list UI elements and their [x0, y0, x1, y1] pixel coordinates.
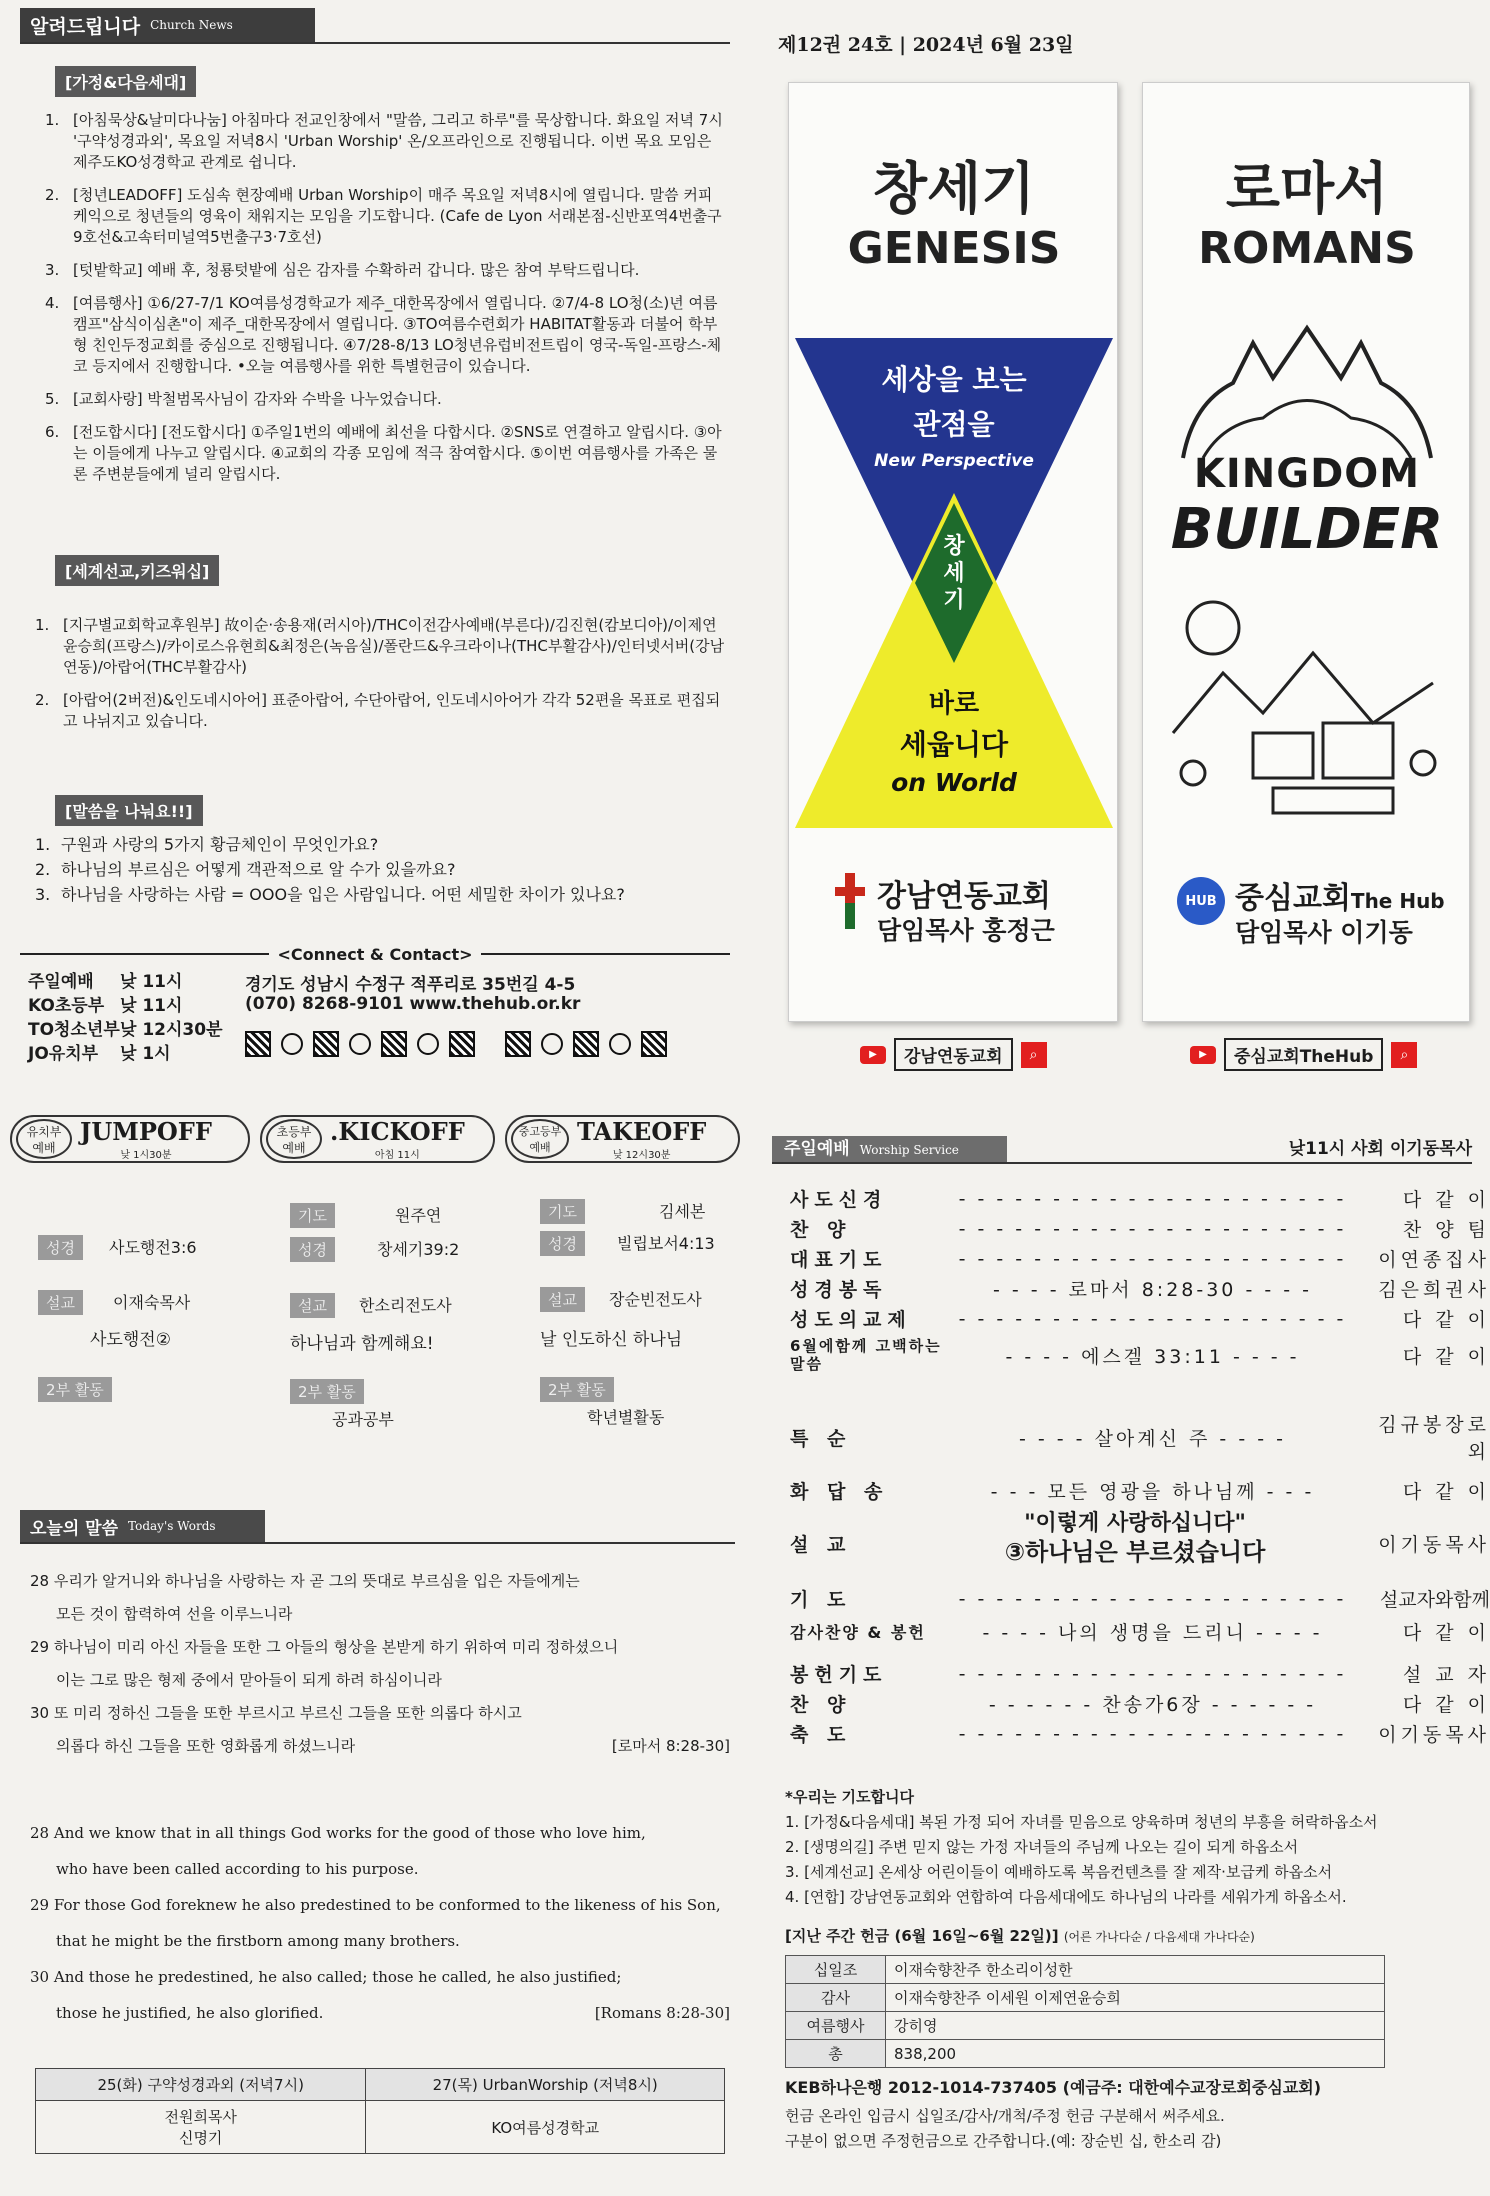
- qr-code-icon: [505, 1031, 531, 1057]
- qr-code-icon: [381, 1031, 407, 1057]
- genesis-banner: 창세기 GENESIS 세상을 보는 관점을 New Perspective 창 세 기 바로 세웁니다 on World 강남연동교회 담임목사 홍정근: [788, 82, 1118, 1022]
- verse-english: 28 And we know that in all things God works for the good of those who love him, who have been called according to his purpose. 29 For those God foreknew he also predestined to be conformed to the likeness of his Son, that he might be the firstborn among many brothers. 30 And those he predestined, he also called; those he called, he also justified; those he justified, he also glorified. [Romans 8:28-30]: [30, 1824, 730, 2022]
- worship-header: 주일예배 Worship Service 낮11시 사회 이기동목사: [772, 1132, 1472, 1164]
- qr-code-icon: [313, 1031, 339, 1057]
- question-list: [35, 832, 730, 907]
- instagram-icon: [417, 1033, 439, 1055]
- search-icon: ⌕: [1391, 1042, 1417, 1068]
- qr-code-icon: [449, 1031, 475, 1057]
- offering-title: [지난 주간 헌금 (6월 16일~6월 22일)] (어른 가나다순 / 다음세대 가나다순): [785, 1927, 1255, 1945]
- list-item: 5. [교회사랑] 박철범목사님이 감자와 수박을 나누었습니다.: [45, 390, 442, 408]
- section-tag-family: [가정&다음세대]: [55, 66, 196, 97]
- contact-header: <Connect & Contact>: [20, 943, 730, 965]
- offering-note-1: 헌금 온라인 입금시 십일조/감사/개척/주정 헌금 구분해서 써주세요.: [785, 2107, 1225, 2125]
- list-item: 2. 하나님의 부르심은 어떻게 객관적으로 알 수가 있을까요?: [35, 860, 456, 879]
- issue-line: 제12권 24호 | 2024년 6월 23일: [778, 34, 1074, 56]
- qr-code-icon: [641, 1031, 667, 1057]
- list-item: 3. 하나님을 사랑하는 사람 = OOO을 입은 사람입니다. 어떤 세밀한 차이가 있나요?: [35, 885, 625, 904]
- phone-web[interactable]: (070) 8268-9101 www.thehub.or.kr: [245, 994, 581, 1014]
- list-item: 2. [청년LEADOFF] 도심속 현장예배 Urban Worship이 매주 목요일 저녁8시에 열립니다. 말씀 커피 케익으로 청년들의 영육이 채워지는 모임을 기도합니다. (Cafe de Lyon 서래본점-신반포역4번출구9호선&고속터미널역5번출구3·7호선): [45, 186, 722, 246]
- list-item: 1. [지구별교회학교후원부] 故이순·송용재(러시아)/THC이전감사예배(부른다)/김진현(캄보디아)/이제연윤승희(프랑스)/카이로스유현희&최정은(녹음실)/폴란드&우크라이나(THC부활감사)/인터넷서버(강남연동)/아랍어(THC부활감사): [35, 616, 725, 676]
- youtube-link-left[interactable]: ▶ 강남연동교회 ⌕: [860, 1038, 1047, 1071]
- worship-order: 사도신경 - - - - - - - - - - - - - - - - - - - - - 다 같 이 찬 양 - - - - - - - - - - - - - - - - - - - - - 찬 양 팀 대표기도 - - - - - - - - - - - - - - - - - - - - - 이연종집사 성경봉독 - - - - 로마서 8:28-30 - - - - 김은희권사 성도의교제 - - - - - - - - - - - - - - - - - - - - - 다 같 이 6월에함께 고백하는말씀 - - - - 에스겔 33:11 - - - - 다 같 이 특 순 - - - - 살아계신 주 - - - - 김규봉장로 외 화 답 송 - - - 모든 영광을 하나님께 - - - 다 같 이 설 교 이기동목사 "이렇게 사랑하십니다" ③하나님은 부르셨습니다 기 도 - - - - - - - - - - - - - - - - - - - - - 설교자와함께 감사찬양 & 봉헌 - - - - 나의 생명을 드리니 - - - - 다 같 이 봉헌기도 - - - - - - - - - - - - - - - - - - - - - 설 교 자 찬 양 - - - - - - 찬송가6장 - - - - - - 다 같 이 축 도 - - - - - - - - - - - - - - - - - - - - - 이기동목사: [790, 1187, 1490, 1746]
- mission-list: [35, 615, 730, 744]
- qr-code-icon: [245, 1031, 271, 1057]
- address: 경기도 성남시 수정구 적푸리로 35번길 4-5: [245, 975, 576, 995]
- youtube-icon: [349, 1033, 371, 1055]
- youtube-icon: ▶: [860, 1046, 886, 1064]
- youtube-link-right[interactable]: ▶ 중심교회TheHub ⌕: [1190, 1038, 1417, 1071]
- offering-note-2: 구분이 없으면 주정헌금으로 간주합니다.(예: 장순빈 십, 한소리 감): [785, 2132, 1222, 2150]
- play-icon: [281, 1033, 303, 1055]
- youtube-icon: [609, 1033, 631, 1055]
- offering-table: 십일조 이재숙향찬주 한소리이성한 감사 이재숙향찬주 이세원 이제연윤승희 여름행사 강히영 총 838,200: [785, 1955, 1385, 2068]
- prayer-list: *우리는 기도합니다 1. [가정&다음세대] 복된 가정 되어 자녀를 믿음으로 양육하며 청년의 부흥을 허락하옵소서 2. [생명의길] 주변 믿지 않는 가정 자녀들의 주님께 나오는 길이 되게 하옵소서 3. [세계선교] 온세상 어린이들이 예배하도록 복음컨텐츠를 잘 제작·보급케 하옵소서 4. [연합] 강남연동교회와 연합하여 다음세대에도 하나님의 나라를 세워가게 하옵소서.: [785, 1788, 1378, 1906]
- hub-logo-icon: HUB: [1177, 877, 1225, 925]
- list-item: 3. [텃밭학교] 예배 후, 청룡텃밭에 심은 감자를 수확하러 갑니다. 많은 참여 부탁드립니다.: [45, 261, 640, 279]
- section-tag-questions: [말씀을 나눠요!!]: [55, 795, 203, 826]
- list-item: 6. [전도합시다] [전도합시다] ①주일1번의 예배에 최선을 다합시다. ②SNS로 연결하고 알립시다. ③아는 이들에게 나누고 알립시다. ④교회의 각종 모임에 적극 참여합시다. ⑤이번 여름행사를 가족은 물론 주변분들에게 널리 알립시다.: [45, 423, 722, 483]
- search-icon: ⌕: [1021, 1042, 1047, 1068]
- qr-codes[interactable]: [245, 1022, 735, 1066]
- play-icon: [541, 1033, 563, 1055]
- youtube-icon: ▶: [1190, 1046, 1216, 1064]
- romans-banner: 로마서 ROMANS KINGDOM BUILDER HUB 중심교회The Hub 담임목사 이기동: [1142, 82, 1470, 1022]
- list-item: 4. [여름행사] ①6/27-7/1 KO여름성경학교가 제주_대한목장에서 열립니다. ②7/4-8 LO청(소)년 여름캠프"삼식이심촌"이 제주_대한목장에서 열립니다. ③TO여름수련회가 HABITAT활동과 더불어 학부형 친인두정교회를 중심으로 진행됩니다. ④7/28-8/13 LO청년유럽비전트립이 영국-독일-프랑스-체코 등지에서 진행합니다. •오늘 여름행사를 위한 특별헌금이 있습니다.: [45, 294, 722, 375]
- weekday-table: 25(화) 구약성경과외 (저녁7시) 27(목) UrbanWorship (저녁8시) 전원희목사 신명기 KO여름성경학교: [35, 2068, 725, 2154]
- youth-panel: 유치부 예배 JUMPOFF 낮 1시30분 성경 사도행전3:6 설교 이재숙목사 사도행전② 2부 활동 초등부 예배 .KICKOFF 아침 11시 기도 원주연 성경 창세기39:2 설교 한소리전도사 하나님과 함께해요! 2부 활동 공과공부 중고등부 예배 TAKEOFF 낮 12시30분 기도 김세본 성경 빌립보서4:13 설교 장순빈전도사 날 인도하신 하나님 2부 활동 학년별활동: [10, 1115, 735, 1445]
- cross-logo-icon: [835, 873, 865, 929]
- sermon-title: "이렇게 사랑하십니다" ③하나님은 부르셨습니다: [1004, 1511, 1266, 1566]
- list-item: 2. [아랍어(2버전)&인도네시아어] 표준아랍어, 수단아랍어, 인도네시아어가 각각 52편을 목표로 편집되고 나뉘지고 있습니다.: [35, 691, 721, 730]
- list-item: 1. [아침묵상&날미다나눔] 아침마다 전교인창에서 "말씀, 그리고 하루"를 묵상합니다. 화요일 저녁 7시 '구약성경과외', 목요일 저녁8시 'Urban Worship' 온/오프라인으로 진행됩니다. 이번 목요 모임은 제주도KO성경학교 관계로 쉽니다.: [45, 111, 723, 171]
- news-header: 알려드립니다 Church News: [20, 8, 315, 42]
- words-header: 오늘의 말씀 Today's Words: [20, 1510, 265, 1542]
- list-item: 1. 구원과 사랑의 5가지 황금체인이 무엇인가요?: [35, 835, 379, 854]
- verse-korean: 28 우리가 알거니와 하나님을 사랑하는 자 곧 그의 뜻대로 부르심을 입은 자들에게는 모든 것이 합력하여 선을 이루느니라 29 하나님이 미리 아신 자들을 또한 그 아들의 형상을 본받게 하기 위하여 미리 정하셨으니 이는 그로 많은 형제 중에서 맏아들이 되게 하려 하심이니라 30 또 미리 정하신 그들을 또한 부르시고 부르신 그들을 또한 의롭다 하시고 의롭다 하신 그들을 또한 영화롭게 하셨느니라 [로마서 8:28-30]: [30, 1572, 730, 1755]
- section-tag-mission: [세계선교,키즈워십]: [55, 555, 219, 586]
- news-list: [45, 110, 730, 497]
- town-illustration: [1143, 583, 1471, 823]
- bank-account: KEB하나은행 2012-1014-737405 (예금주: 대한예수교장로회중심교회): [785, 2078, 1322, 2097]
- qr-code-icon: [573, 1031, 599, 1057]
- service-times: 주일예배 낮 11시 KO초등부 낮 11시 TO청소년부 낮 12시30분 JO유치부 낮 1시: [28, 972, 223, 1064]
